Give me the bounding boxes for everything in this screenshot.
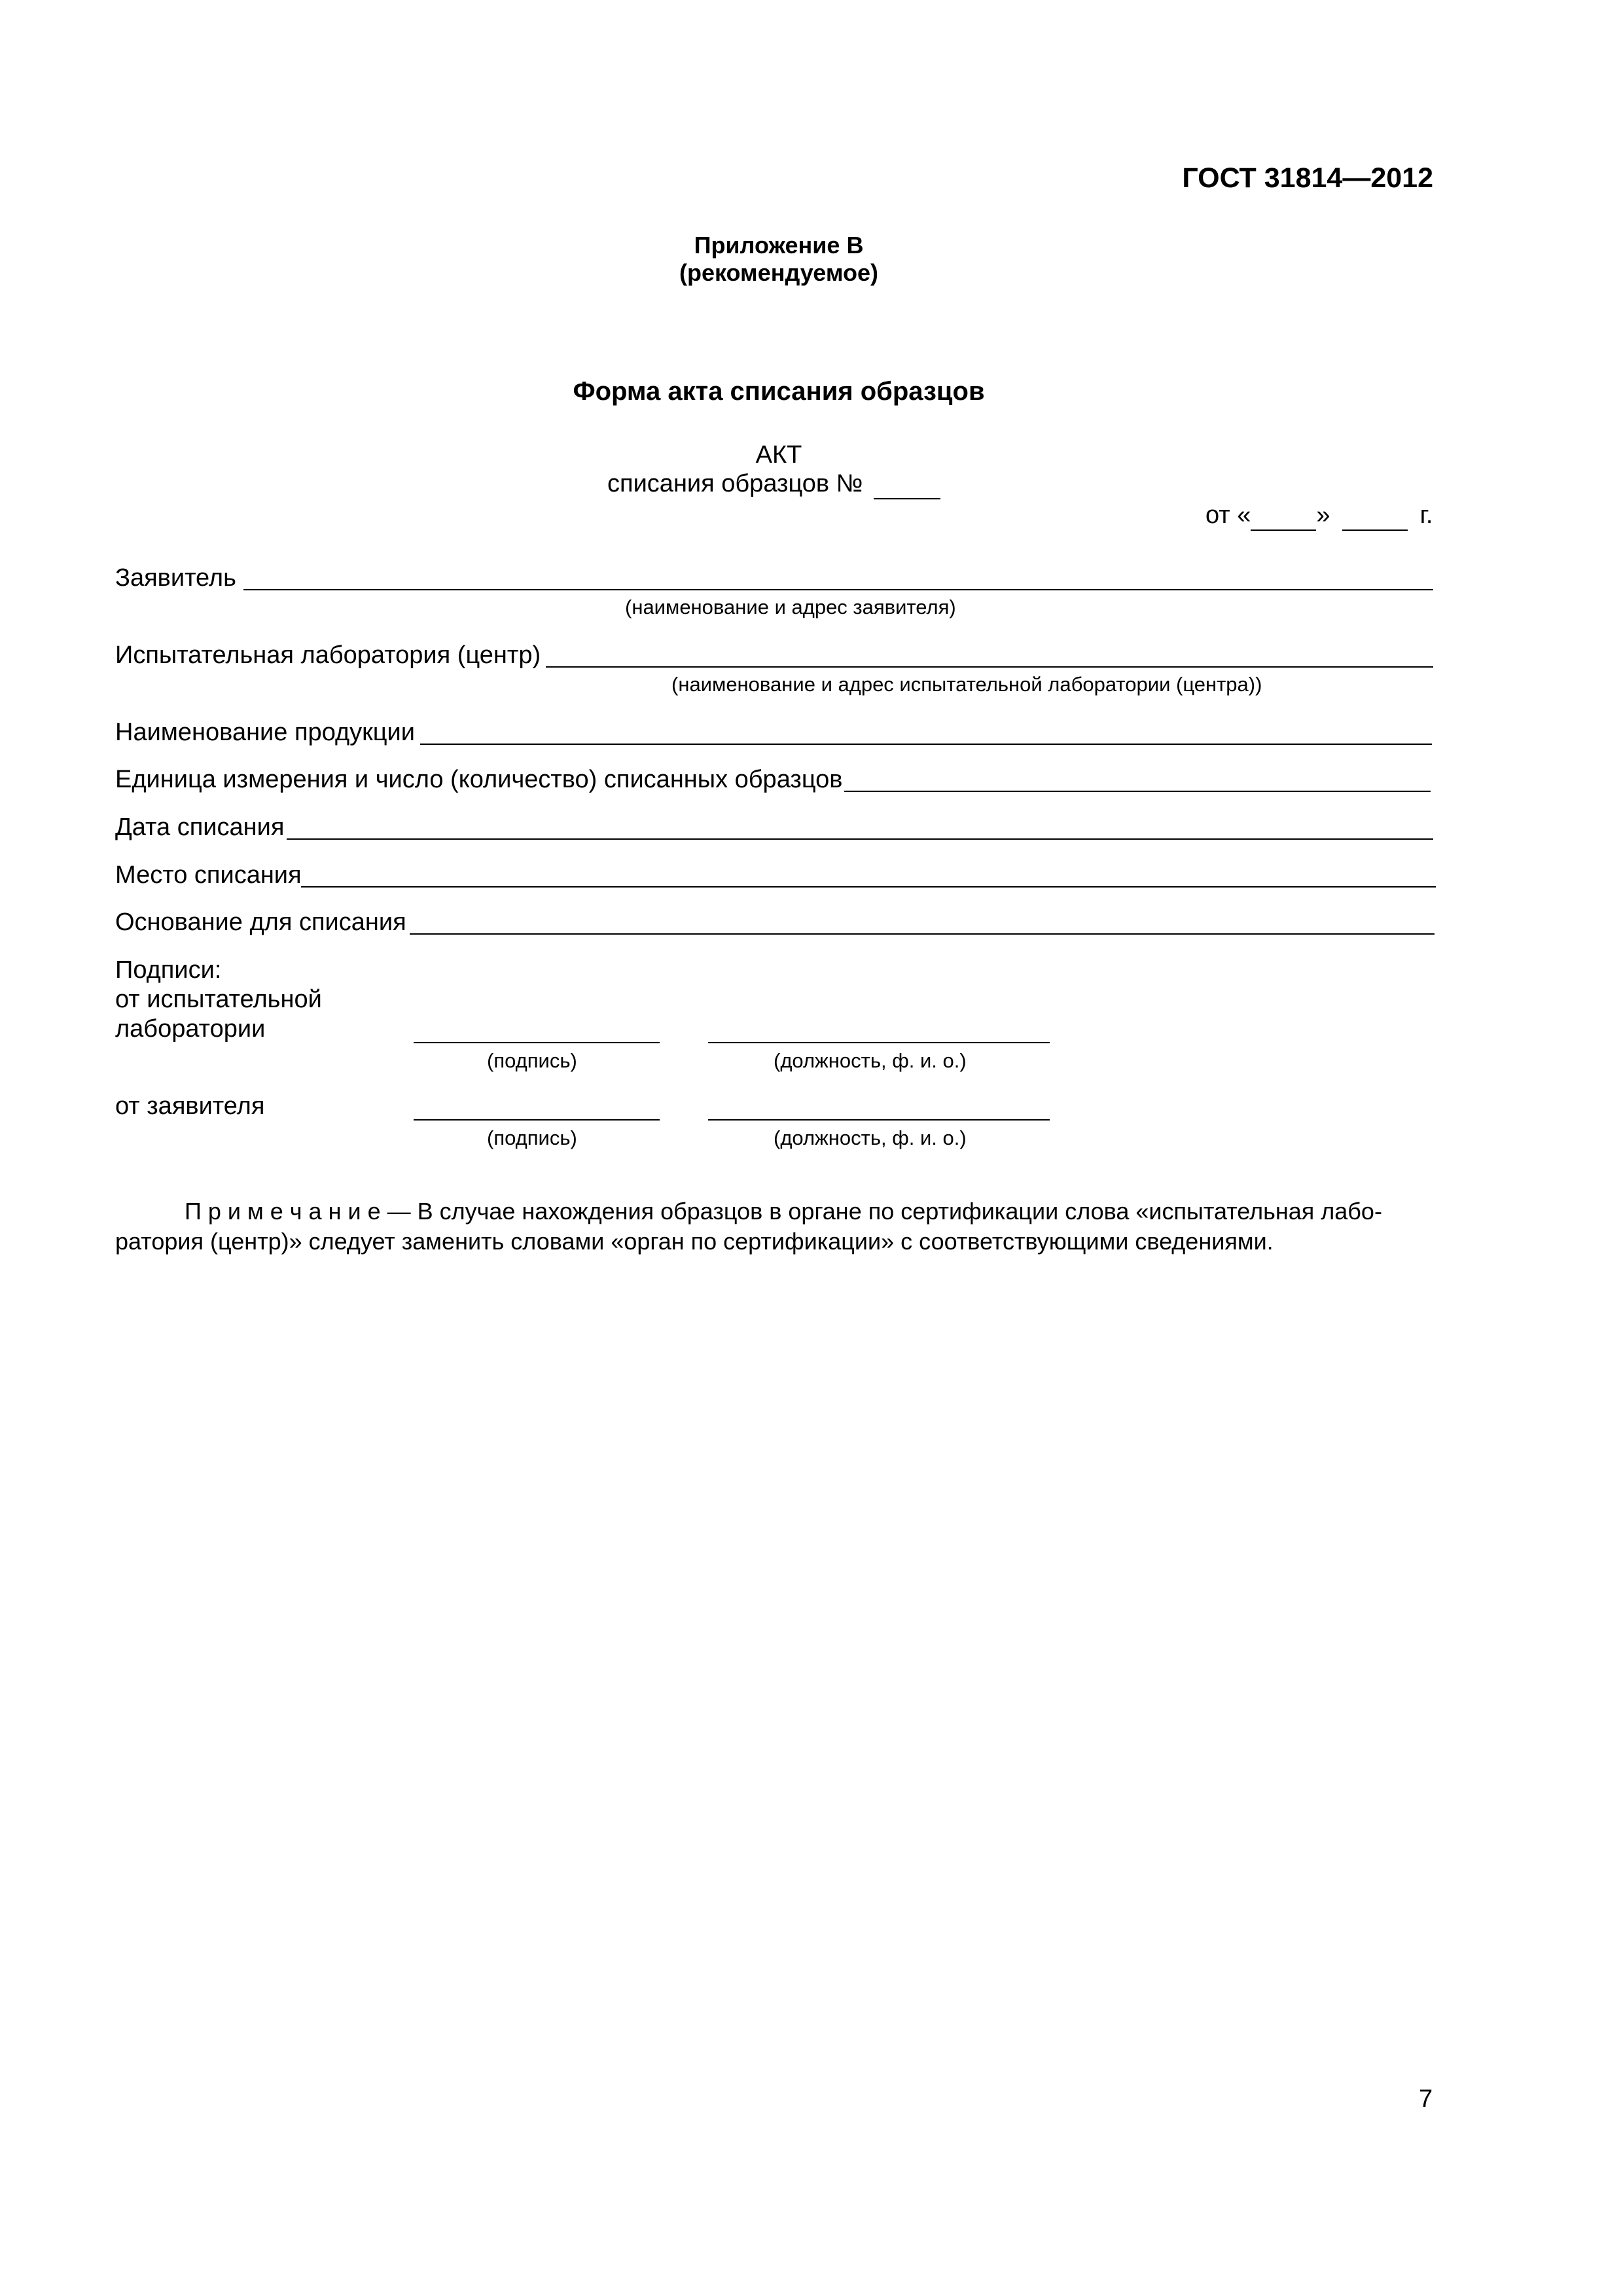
lab-signature-field[interactable] (414, 1042, 660, 1043)
signatures-applicant: от заявителя (115, 1092, 265, 1120)
applicant-signature-caption: (подпись) (487, 1126, 577, 1149)
applicant-caption: (наименование и адрес заявителя) (625, 596, 956, 619)
act-number-blank (874, 470, 940, 499)
date-field[interactable] (287, 838, 1433, 840)
appendix-status: (рекомендуемое) (679, 259, 878, 286)
signatures-lab-line2: лаборатории (115, 1015, 266, 1043)
applicant-position-caption: (должность, ф. и. о.) (774, 1126, 967, 1149)
lab-label: Испытательная лаборатория (центр) (115, 641, 541, 669)
act-title: АКТ (755, 441, 802, 469)
note-text-line2: ратория (центр)» следует заменить словами «орган по сертификации» с соответствующими сведениями. (115, 1228, 1274, 1255)
act-subtitle-text: списания образцов № (607, 470, 863, 497)
applicant-position-field[interactable] (708, 1119, 1050, 1121)
applicant-label: Заявитель (115, 564, 236, 592)
date-mid: » (1316, 501, 1330, 529)
act-date (1205, 501, 1433, 531)
signatures-heading: Подписи: (115, 956, 222, 984)
note-label: П р и м е ч а н и е (185, 1198, 381, 1225)
date-suffix: г. (1419, 501, 1433, 529)
note-text-line1: — В случае нахождения образцов в органе по сертификации слова «испытательная лабо- (380, 1198, 1382, 1225)
date-label: Дата списания (115, 814, 285, 841)
act-subtitle (607, 470, 940, 499)
place-label: Место списания (115, 861, 302, 889)
date-day-blank (1251, 501, 1316, 531)
page-number: 7 (1419, 2085, 1433, 2113)
lab-field[interactable] (546, 666, 1433, 668)
product-label: Наименование продукции (115, 719, 416, 746)
form-title: Форма акта списания образцов (573, 377, 985, 406)
date-prefix: от « (1205, 501, 1251, 529)
date-month-blank (1342, 501, 1408, 531)
lab-signature-caption: (подпись) (487, 1049, 577, 1072)
lab-position-field[interactable] (708, 1042, 1050, 1043)
applicant-signature-field[interactable] (414, 1119, 660, 1121)
applicant-field[interactable] (243, 589, 1433, 590)
appendix-title: Приложение В (694, 232, 864, 259)
product-field[interactable] (420, 744, 1432, 745)
unit-label: Единица измерения и число (количество) списанных образцов (115, 766, 843, 793)
place-field[interactable] (301, 886, 1436, 888)
basis-label: Основание для списания (115, 908, 406, 936)
standard-number: ГОСТ 31814—2012 (1182, 162, 1433, 194)
unit-field[interactable] (844, 791, 1431, 792)
lab-caption: (наименование и адрес испытательной лаборатории (центра)) (671, 673, 1262, 696)
lab-position-caption: (должность, ф. и. о.) (774, 1049, 967, 1072)
note-line1 (185, 1198, 1382, 1225)
basis-field[interactable] (410, 933, 1435, 935)
signatures-lab-line1: от испытательной (115, 986, 322, 1013)
